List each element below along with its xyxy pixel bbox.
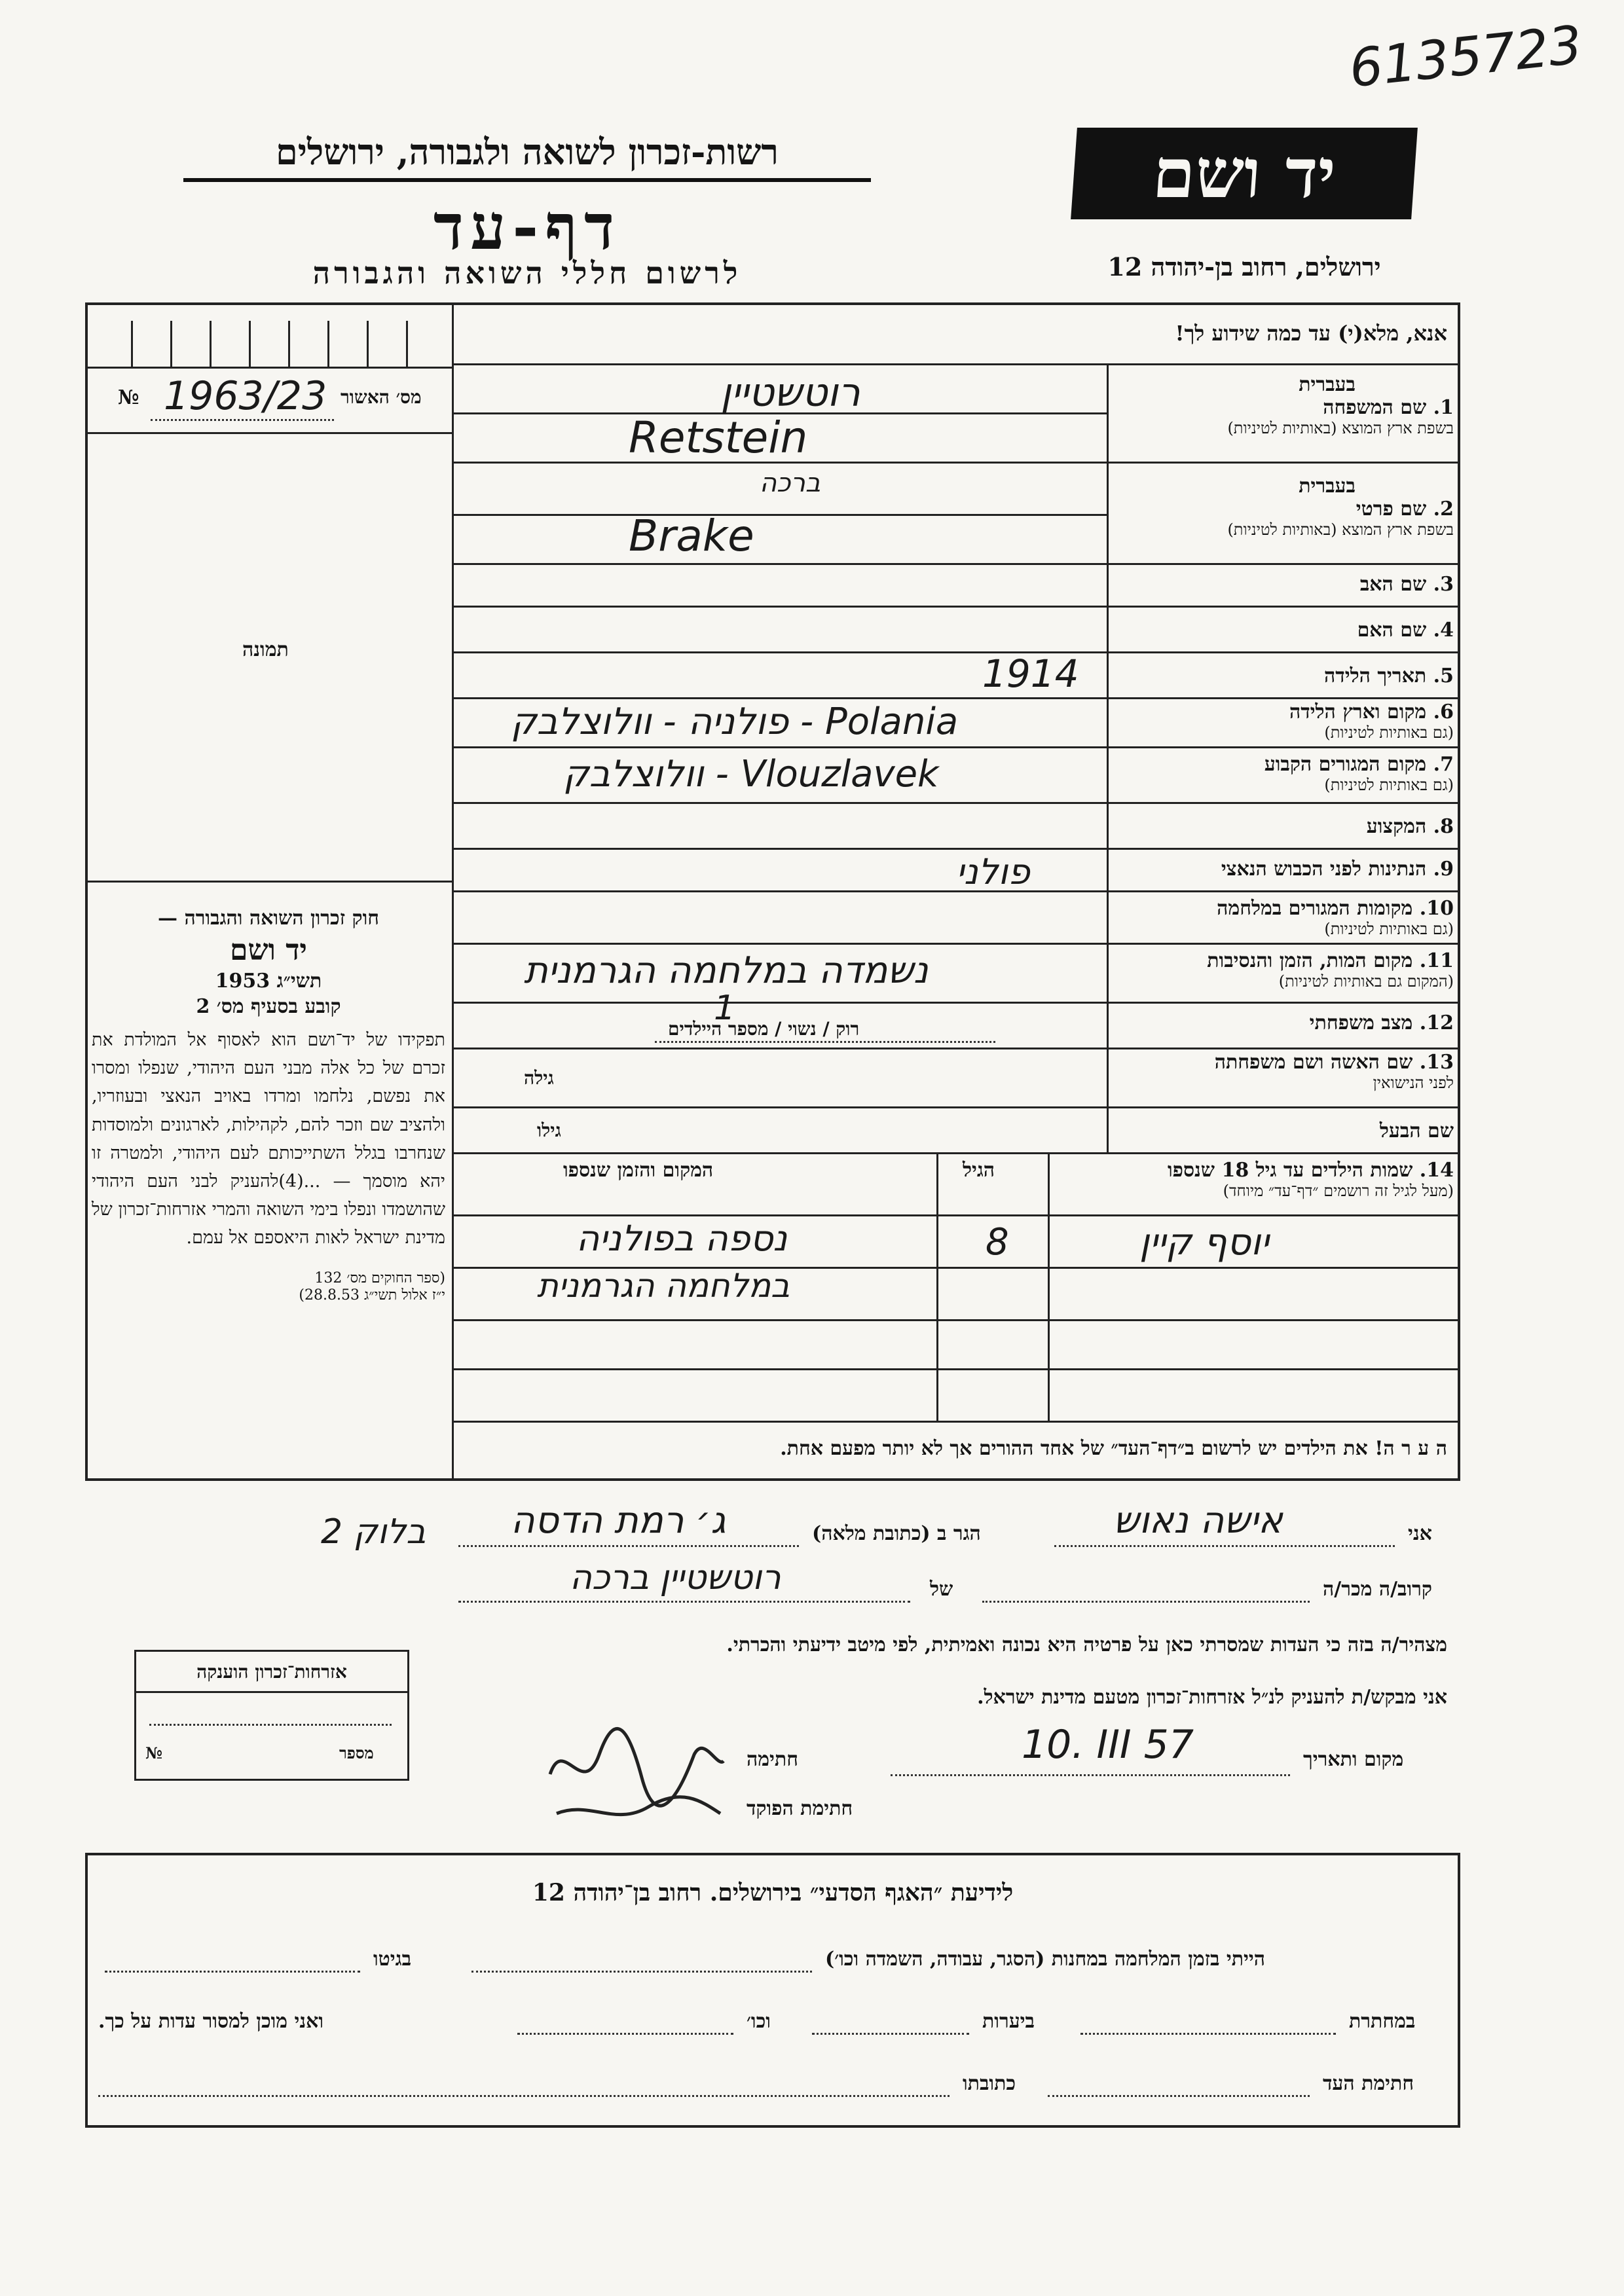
form-subtitle: לרשום חללי השואה והגבורה [312,255,742,291]
field-10-label-block [1113,897,1454,939]
bottom-line2-a: במחתרת [1349,2010,1416,2033]
field-7-label: 7. מקום המגורים הקבוע [1264,753,1454,776]
field-10-sub: (גם באותיות לטיניות) [1324,920,1454,938]
approval-label: מס׳ האשור [341,386,422,408]
field-6-sub: (גם באותיות לטיניות) [1324,723,1454,742]
field-7-label-block [1113,753,1454,795]
field-2-heb-tag: בעברית [1299,475,1356,498]
field-11-value[interactable]: נשמדה במלחמה הגרמנית [524,949,929,992]
decl-of-value[interactable]: רוטשטיין ברכה [570,1558,781,1597]
field-3-label: 3. שם האב [1359,573,1454,596]
field-13-sub: לפני הנישואין [1373,1074,1454,1092]
field-5-value[interactable]: 1914 [982,651,1079,696]
citizenship-title: אזרחות־זכרון הוענקה [136,1652,407,1693]
field-11-label-block [1113,949,1454,991]
decl-signature-label: חתימה [747,1748,798,1771]
decl-relation-line [982,1601,1310,1603]
law-ref2: י״ז אלול תשי״ג 28.8.53) [299,1286,445,1303]
children-header [1054,1159,1454,1201]
field-13-age-label: גילה [524,1067,554,1089]
law-title: חוק זכרון השואה והגבורה — [158,907,379,930]
children-header-sub: (מעל לגיל זה רושמים ״דף־עד״ מיוחד) [1223,1182,1454,1200]
field-4-label: 4. שם האם [1357,619,1454,642]
law-body: תפקידו של יד־ושם הוא לאסוף אל המולדת את זכרם של כל אלה מבני העם היהודי, שנפלו ומסרו את נפשם, נלחמו ומרדו באויב הנאצי ובעוזריו, ולהציב שם וזכר להם, לקהילות, לארגונים ולמוסדות שנחרבו בגלל השתייכותם לעם היהודי, ולמטרה זו יהא מוסמך — ...(4)להעניק לבני העם היהודי שהושמדו ונפלו בימי השואה והמרי אזרחות־זכרון של מדינת ישראל לאות היאספם אל עמם. [92,1030,445,1248]
decl-address-extra[interactable]: בלוק 2 [321,1512,426,1552]
address: ירושלים, רחוב בן-יהודה 12 [1107,252,1381,282]
field-6-label: 6. מקום וארץ הלידה [1289,701,1454,723]
approval-no-mark: № [118,386,139,409]
field-1-heb-value[interactable]: רוטשטיין [720,370,860,416]
handwritten-signature [537,1715,733,1833]
child-1-age[interactable]: 8 [986,1221,1009,1264]
approval-number: 1963/23 [164,373,327,419]
field-12-value[interactable]: 1 [714,989,736,1028]
field-1-sub: בשפת ארץ המוצא (באותיות לטיניות) [1227,419,1454,437]
decl-name-line [1054,1545,1395,1547]
photo-bottom-line [85,881,452,883]
label-column-divider [1107,363,1109,1152]
children-place-col: המקום והזמן שנספו [563,1159,714,1182]
field-2-heb-value[interactable]: ברכה [760,468,821,498]
decl-officer-label: חתימת הפוקד [747,1797,853,1820]
husband-label: שם הבעל [1379,1120,1454,1142]
field-5-label: 5. תאריך הלידה [1324,665,1454,687]
child-1-name[interactable]: יוסף קיין [1139,1221,1269,1264]
instruction-line [452,363,1460,365]
bottom-title: לידיעת ״האגף הסדעי״ בירושלים. רחוב בן־יהודה 12 [532,1879,1014,1906]
field-9-label: 9. הנתינות לפני הכבוש הנאצי [1221,858,1454,881]
decl-address-label: הגר ב (כתובת מלאה) [812,1522,981,1545]
bottom-line2-fill [1080,2033,1336,2035]
bottom-line3-fill [1048,2095,1310,2097]
field-2-label-block [1113,475,1454,539]
logo-text: יד ושם [1150,133,1338,213]
note: ה ע ר ה! את הילדים יש לרשום ב״דף־העד״ של אחד ההורים אך לא יותר מפעם אחת. [780,1437,1447,1460]
decl-name[interactable]: אישה נאוש [1113,1499,1283,1542]
field-13-label-block [1113,1051,1454,1093]
field-2-sub: בשפת ארץ המוצא (באותיות לטיניות) [1227,520,1454,539]
approval-row-line [85,432,452,434]
decl-place-date-line [891,1774,1290,1776]
law-year: תשי״ג 1953 [215,970,322,993]
bottom-line3-b: כתובתו [963,2072,1016,2095]
decl-place-date[interactable]: 10. III 57 [1022,1722,1194,1768]
bottom-line3-a: חתימת העד [1323,2072,1414,2095]
husband-age-label: גילו [537,1120,561,1141]
child-1-place2[interactable]: במלחמה הגרמנית [537,1267,790,1305]
field-6-label-block [1113,701,1454,742]
instruction: אנא, מלא(י) עד כמה שידוע לך! [1175,321,1447,346]
field-11-sub: (המקום גם באותיות לטיניות) [1278,972,1454,991]
law-clause: קובע בסעיף מס׳ 2 [196,995,341,1018]
decl-of-label: של [930,1578,953,1601]
bottom-line2-d: ואני מוכן למסור עדות על כך. [98,2010,324,2033]
authority-title: רשות-זכרון לשואה ולגבורה, ירושלים [183,131,871,182]
field-1-latin-value[interactable]: Retstein [629,412,808,463]
decl-statement1: מצהיר/ה בזה כי העדות שמסרתי כאן על פרטיה היא נכונה ואמיתית, לפי מיטב ידיעתי והכרתי. [726,1633,1447,1656]
law-ref1: (ספר החוקים מס׳ 132 [314,1269,445,1286]
law-name: יד ושם [230,934,307,967]
approval-line [151,419,334,421]
archive-number: 6135723 [1346,14,1585,100]
field-11-label: 11. מקום המות, הזמן והנסיבות [1207,949,1454,972]
field-12-line [655,1041,995,1043]
bottom-line1-fill [471,1971,812,1973]
field-1-heb-tag: בעברית [1299,373,1356,396]
decl-address[interactable]: ג׳ רמת הדסה [511,1499,726,1542]
field-1-label-block [1113,373,1454,438]
field-2-label: 2. שם פרטי [1356,498,1454,520]
form-title: דף-עד [433,190,621,264]
law-box [92,907,445,1303]
citizenship-box [134,1650,409,1781]
field-12-label: 12. מצב משפחתי [1309,1011,1454,1034]
tick-row-line [85,367,452,369]
field-9-value[interactable]: פולני [956,851,1030,892]
children-header-label: 14. שמות הילדים עד גיל 18 שנספו [1167,1159,1454,1182]
children-col-b [936,1152,938,1421]
bottom-line1-b: בגיטו [373,1948,412,1971]
decl-address-line [458,1545,799,1547]
children-col-a [1048,1152,1050,1421]
decl-ani: אני [1408,1522,1432,1545]
children-age-col: הגיל [963,1159,995,1182]
decl-statement2: אני מבקש/ת להעניק לנ״ל אזרחות־זכרון מטעם מדינת ישראל. [977,1686,1447,1709]
decl-of-line [458,1601,910,1603]
children-header-line [452,1214,1460,1216]
field-10-label: 10. מקומות המגורים במלחמה [1217,897,1454,920]
citizenship-no: № [145,1743,163,1762]
bottom-line1-a: הייתי בזמן המלחמה במחנות (הסגר, עבודה, השמדה וכו׳) [825,1948,1266,1971]
field-8-label: 8. המקצוע [1366,815,1454,838]
child-1-place[interactable]: נספה בפולניה [576,1218,788,1259]
field-7-value[interactable]: וולוצלבק - Vlouzlavek [563,753,939,795]
decl-place-date-label: מקום ותאריך [1303,1748,1404,1771]
field-2-latin-value[interactable]: Brake [629,511,754,561]
bottom-line2-c: וכו׳ [747,2010,771,2033]
field-13-label: 13. שם האשה ושם משפחתה [1214,1051,1454,1074]
field-12-options: רוק / נשוי / מספר היילדים [668,1018,860,1040]
decl-relation-label: קרוב/ה מכר/ה [1323,1578,1432,1601]
bottom-line2-b: ביערות [982,2010,1035,2033]
field-7-sub: (גם באותיות לטיניות) [1324,776,1454,794]
photo-label: תמונה [242,638,289,661]
note-top-line [452,1421,1460,1423]
field-1-label: 1. שם המשפחה [1323,396,1454,419]
yad-vashem-logo [1071,128,1418,219]
field-6-value[interactable]: פולניה - וולוצלבק - Polania [511,701,959,743]
citizenship-number-label: מספר [339,1743,374,1762]
